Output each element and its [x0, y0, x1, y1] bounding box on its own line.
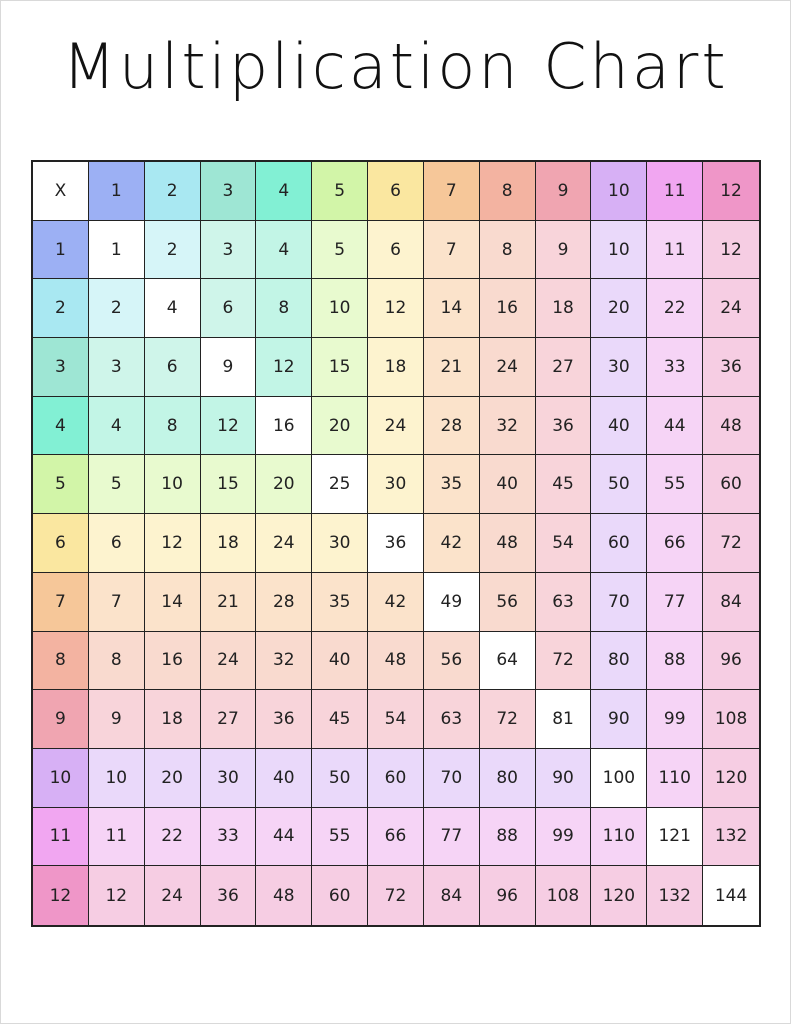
- product-cell: 27: [201, 690, 257, 749]
- product-cell: 88: [647, 632, 703, 691]
- product-cell-square: 1: [89, 221, 145, 280]
- product-cell: 108: [703, 690, 759, 749]
- product-cell: 42: [424, 514, 480, 573]
- product-cell: 132: [647, 866, 703, 925]
- column-header-cell: 6: [368, 162, 424, 221]
- product-cell-square: 100: [591, 749, 647, 808]
- product-cell: 63: [536, 573, 592, 632]
- product-cell: 30: [591, 338, 647, 397]
- product-cell: 30: [201, 749, 257, 808]
- row-header-cell: 8: [33, 632, 89, 691]
- product-cell: 32: [480, 397, 536, 456]
- product-cell: 35: [312, 573, 368, 632]
- product-cell: 11: [89, 808, 145, 867]
- product-cell: 40: [591, 397, 647, 456]
- product-cell: 18: [145, 690, 201, 749]
- product-cell: 22: [145, 808, 201, 867]
- product-cell: 8: [480, 221, 536, 280]
- product-cell: 12: [256, 338, 312, 397]
- product-cell: 84: [424, 866, 480, 925]
- product-cell: 6: [201, 279, 257, 338]
- product-cell: 18: [201, 514, 257, 573]
- corner-cell: X: [33, 162, 89, 221]
- product-cell: 12: [703, 221, 759, 280]
- product-cell: 9: [536, 221, 592, 280]
- product-cell: 2: [145, 221, 201, 280]
- product-cell: 6: [368, 221, 424, 280]
- product-cell: 24: [480, 338, 536, 397]
- product-cell: 132: [703, 808, 759, 867]
- product-cell: 80: [480, 749, 536, 808]
- product-cell: 30: [368, 455, 424, 514]
- row-header-cell: 9: [33, 690, 89, 749]
- product-cell: 6: [89, 514, 145, 573]
- product-cell: 70: [591, 573, 647, 632]
- row-header-cell: 2: [33, 279, 89, 338]
- product-cell-square: 64: [480, 632, 536, 691]
- product-cell: 66: [647, 514, 703, 573]
- product-cell: 28: [424, 397, 480, 456]
- product-cell: 20: [256, 455, 312, 514]
- product-cell: 24: [201, 632, 257, 691]
- product-cell: 2: [89, 279, 145, 338]
- product-cell: 96: [480, 866, 536, 925]
- product-cell: 54: [536, 514, 592, 573]
- product-cell: 48: [703, 397, 759, 456]
- column-header-cell: 2: [145, 162, 201, 221]
- product-cell: 90: [536, 749, 592, 808]
- product-cell-square: 9: [201, 338, 257, 397]
- product-cell: 56: [424, 632, 480, 691]
- column-header-cell: 1: [89, 162, 145, 221]
- product-cell: 10: [145, 455, 201, 514]
- row-header-cell: 5: [33, 455, 89, 514]
- product-cell: 72: [480, 690, 536, 749]
- column-header-cell: 12: [703, 162, 759, 221]
- product-cell: 12: [89, 866, 145, 925]
- product-cell: 108: [536, 866, 592, 925]
- row-header-cell: 4: [33, 397, 89, 456]
- product-cell: 45: [312, 690, 368, 749]
- product-cell: 80: [591, 632, 647, 691]
- product-cell: 48: [368, 632, 424, 691]
- product-cell: 36: [703, 338, 759, 397]
- product-cell: 24: [256, 514, 312, 573]
- product-cell: 110: [591, 808, 647, 867]
- row-header-cell: 1: [33, 221, 89, 280]
- product-cell: 21: [201, 573, 257, 632]
- multiplication-table: [31, 160, 761, 927]
- column-header-cell: 3: [201, 162, 257, 221]
- product-cell-square: 49: [424, 573, 480, 632]
- product-cell: 16: [480, 279, 536, 338]
- product-cell: 66: [368, 808, 424, 867]
- product-cell: 40: [256, 749, 312, 808]
- product-cell: 5: [312, 221, 368, 280]
- product-cell: 27: [536, 338, 592, 397]
- page-title: Multiplication Chart: [62, 30, 729, 103]
- product-cell: 77: [424, 808, 480, 867]
- product-cell: 8: [256, 279, 312, 338]
- product-cell: 88: [480, 808, 536, 867]
- row-header-cell: 10: [33, 749, 89, 808]
- row-header-cell: 11: [33, 808, 89, 867]
- product-cell: 6: [145, 338, 201, 397]
- product-cell: 45: [536, 455, 592, 514]
- product-cell: 90: [591, 690, 647, 749]
- product-cell: 20: [591, 279, 647, 338]
- product-cell-square: 36: [368, 514, 424, 573]
- product-cell: 60: [703, 455, 759, 514]
- product-cell: 50: [591, 455, 647, 514]
- product-cell: 4: [89, 397, 145, 456]
- product-cell: 15: [312, 338, 368, 397]
- product-cell: 21: [424, 338, 480, 397]
- column-header-cell: 8: [480, 162, 536, 221]
- product-cell-square: 144: [703, 866, 759, 925]
- product-cell: 33: [201, 808, 257, 867]
- product-cell: 24: [368, 397, 424, 456]
- product-cell: 24: [703, 279, 759, 338]
- product-cell: 33: [647, 338, 703, 397]
- product-cell: 14: [424, 279, 480, 338]
- product-cell: 110: [647, 749, 703, 808]
- product-cell: 7: [89, 573, 145, 632]
- product-cell: 40: [480, 455, 536, 514]
- product-cell: 48: [256, 866, 312, 925]
- product-cell: 12: [145, 514, 201, 573]
- product-cell: 99: [536, 808, 592, 867]
- product-cell-square: 81: [536, 690, 592, 749]
- column-header-cell: 5: [312, 162, 368, 221]
- product-cell: 3: [201, 221, 257, 280]
- product-cell: 9: [89, 690, 145, 749]
- product-cell: 60: [591, 514, 647, 573]
- product-cell: 12: [201, 397, 257, 456]
- product-cell: 32: [256, 632, 312, 691]
- column-header-cell: 4: [256, 162, 312, 221]
- product-cell: 40: [312, 632, 368, 691]
- product-cell: 120: [703, 749, 759, 808]
- product-cell: 20: [312, 397, 368, 456]
- product-cell: 70: [424, 749, 480, 808]
- product-cell: 60: [312, 866, 368, 925]
- product-cell: 36: [256, 690, 312, 749]
- product-cell: 5: [89, 455, 145, 514]
- product-cell: 55: [312, 808, 368, 867]
- product-cell: 3: [89, 338, 145, 397]
- product-cell: 11: [647, 221, 703, 280]
- product-cell: 15: [201, 455, 257, 514]
- column-header-cell: 7: [424, 162, 480, 221]
- product-cell: 56: [480, 573, 536, 632]
- product-cell: 42: [368, 573, 424, 632]
- product-cell: 18: [368, 338, 424, 397]
- row-header-cell: 12: [33, 866, 89, 925]
- product-cell-square: 25: [312, 455, 368, 514]
- product-cell: 84: [703, 573, 759, 632]
- product-cell: 8: [89, 632, 145, 691]
- product-cell: 24: [145, 866, 201, 925]
- row-header-cell: 3: [33, 338, 89, 397]
- product-cell: 10: [89, 749, 145, 808]
- product-cell-square: 16: [256, 397, 312, 456]
- product-cell: 36: [201, 866, 257, 925]
- product-cell: 48: [480, 514, 536, 573]
- product-cell-square: 121: [647, 808, 703, 867]
- product-cell: 16: [145, 632, 201, 691]
- product-cell: 18: [536, 279, 592, 338]
- product-cell: 72: [536, 632, 592, 691]
- product-cell: 72: [703, 514, 759, 573]
- product-cell-square: 4: [145, 279, 201, 338]
- product-cell: 10: [591, 221, 647, 280]
- product-cell: 10: [312, 279, 368, 338]
- product-cell: 60: [368, 749, 424, 808]
- row-header-cell: 6: [33, 514, 89, 573]
- product-cell: 63: [424, 690, 480, 749]
- product-cell: 36: [536, 397, 592, 456]
- product-cell: 7: [424, 221, 480, 280]
- product-cell: 4: [256, 221, 312, 280]
- product-cell: 50: [312, 749, 368, 808]
- column-header-cell: 10: [591, 162, 647, 221]
- column-header-cell: 9: [536, 162, 592, 221]
- column-header-cell: 11: [647, 162, 703, 221]
- product-cell: 72: [368, 866, 424, 925]
- product-cell: 44: [647, 397, 703, 456]
- product-cell: 44: [256, 808, 312, 867]
- product-cell: 28: [256, 573, 312, 632]
- product-cell: 120: [591, 866, 647, 925]
- product-cell: 30: [312, 514, 368, 573]
- product-cell: 8: [145, 397, 201, 456]
- product-cell: 77: [647, 573, 703, 632]
- row-header-cell: 7: [33, 573, 89, 632]
- product-cell: 35: [424, 455, 480, 514]
- product-cell: 99: [647, 690, 703, 749]
- product-cell: 20: [145, 749, 201, 808]
- product-cell: 96: [703, 632, 759, 691]
- product-cell: 14: [145, 573, 201, 632]
- product-cell: 22: [647, 279, 703, 338]
- product-cell: 12: [368, 279, 424, 338]
- product-cell: 54: [368, 690, 424, 749]
- product-cell: 55: [647, 455, 703, 514]
